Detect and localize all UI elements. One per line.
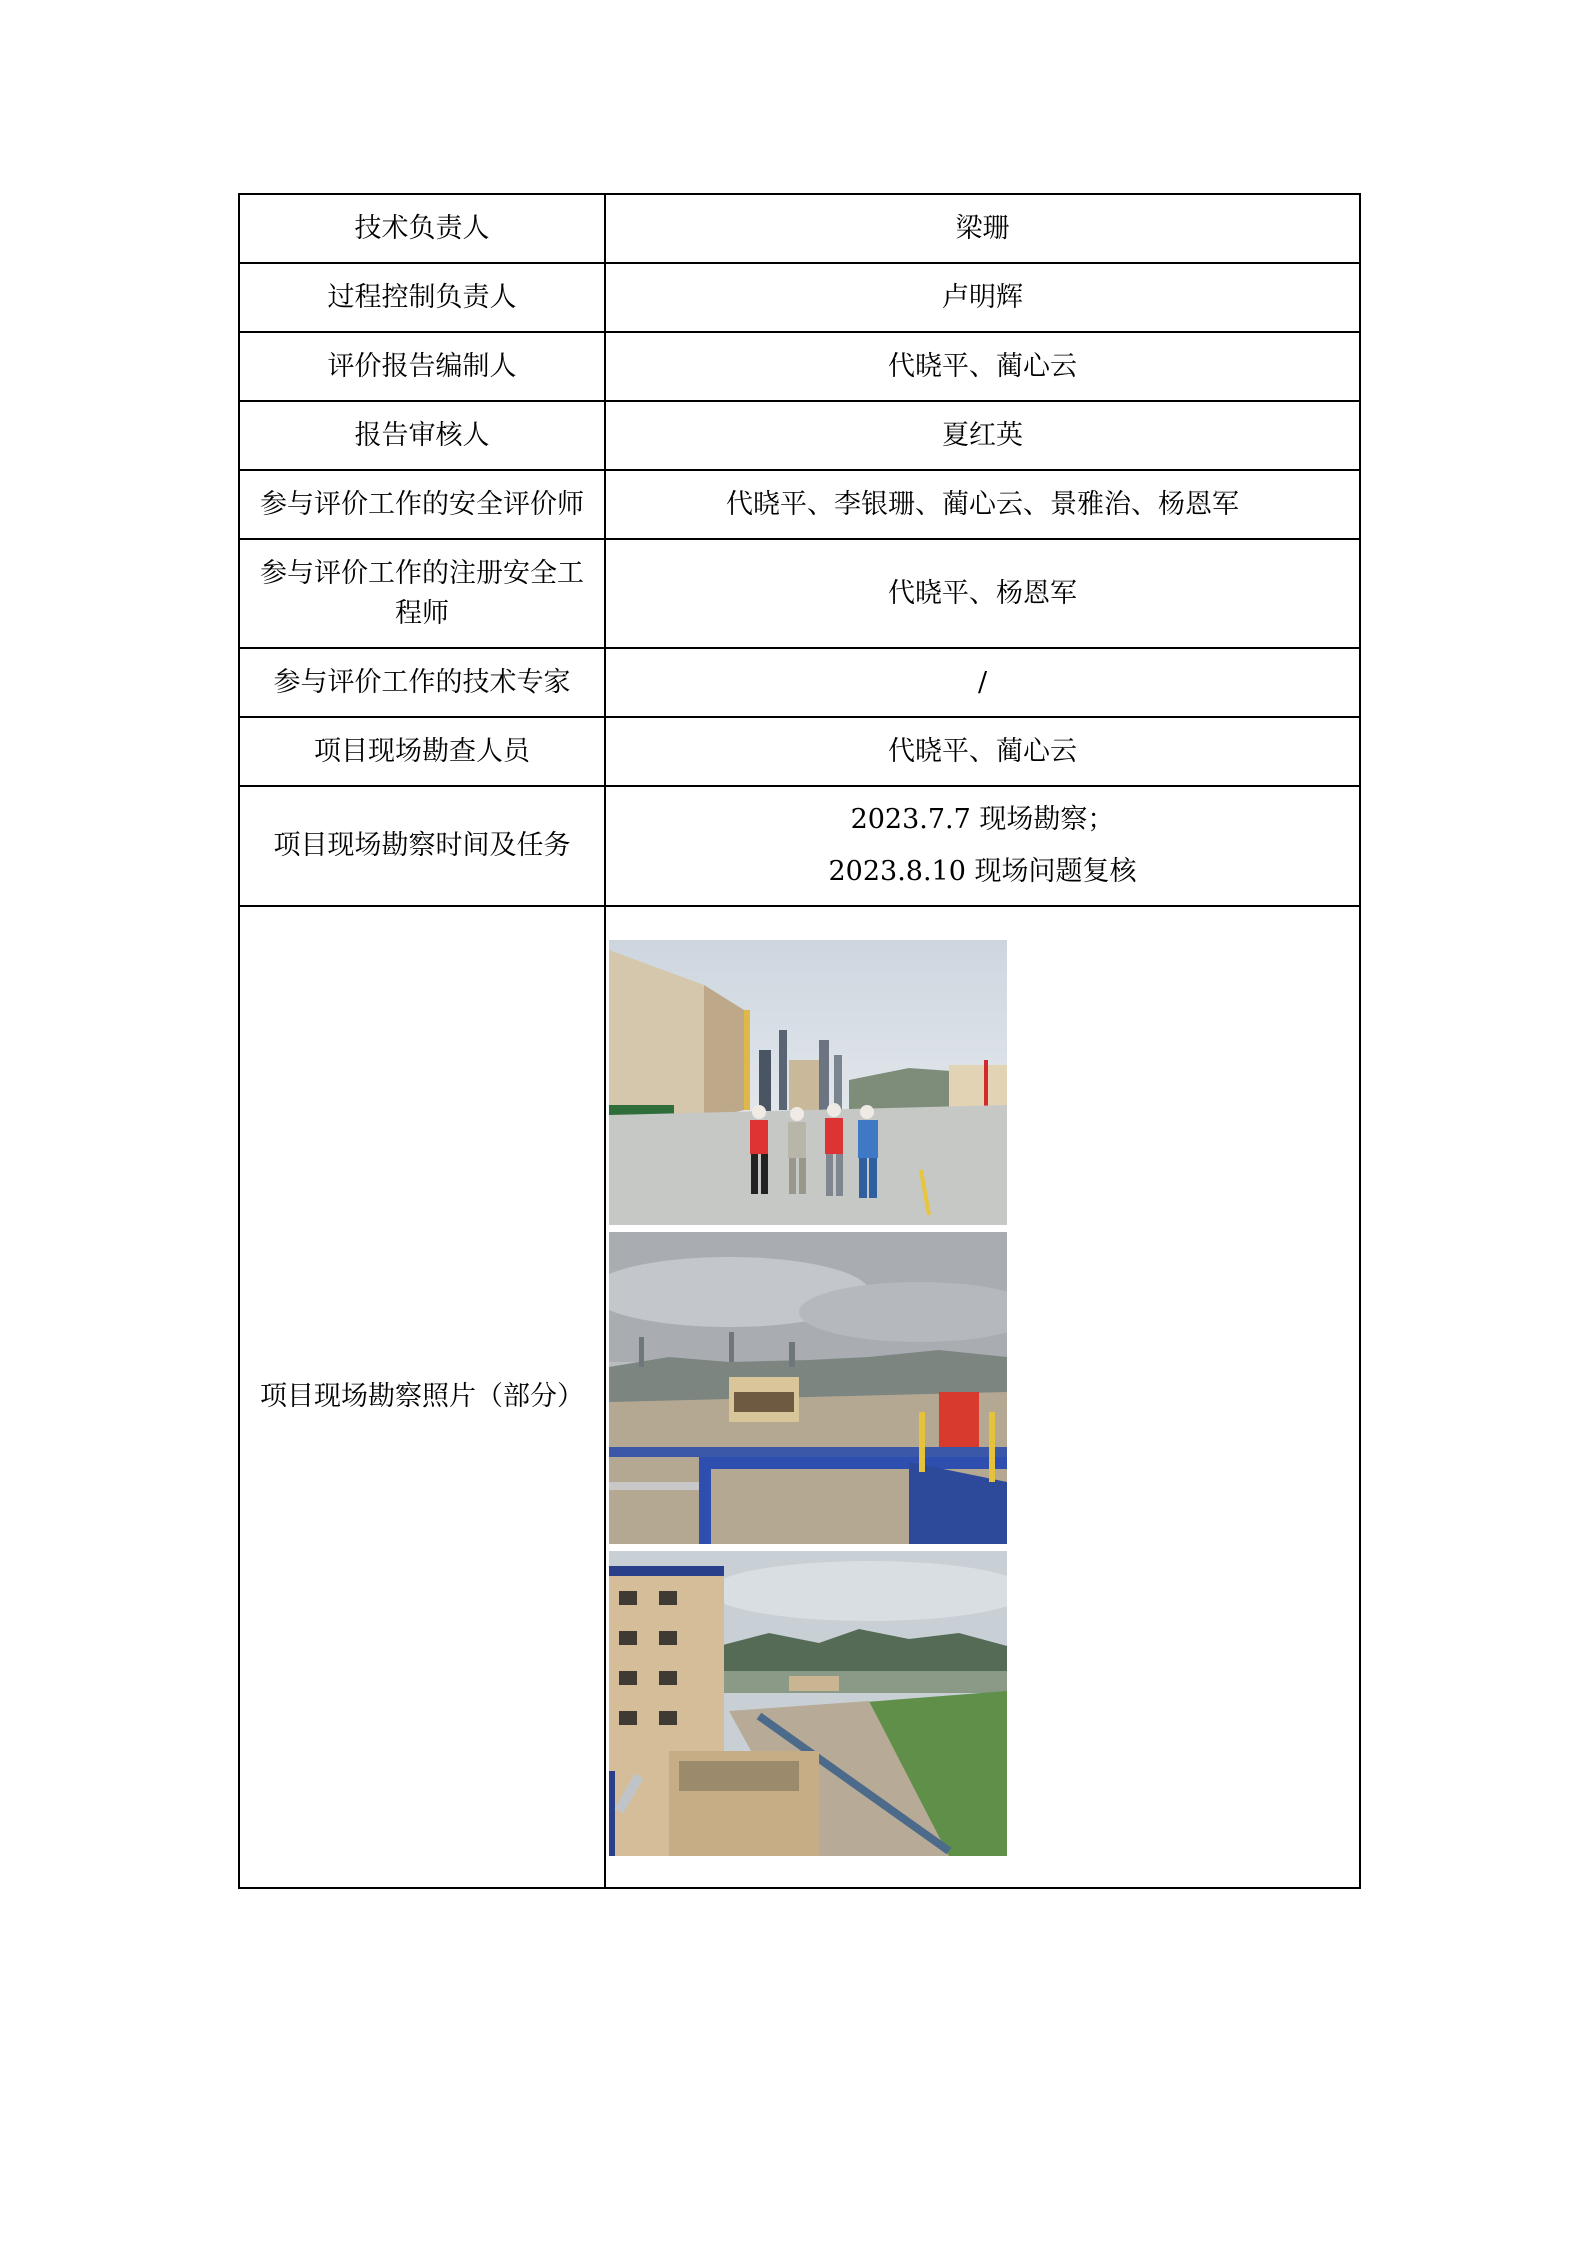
table-row [239, 332, 1360, 401]
row-label: 报告审核人 [239, 401, 605, 470]
row-value: 夏红英 [605, 401, 1360, 470]
row-label: 评价报告编制人 [239, 332, 605, 401]
row-value: 代晓平、蔺心云 [605, 717, 1360, 786]
table-row [239, 470, 1360, 539]
survey-date-line2: 2023.8.10 现场问题复核 [828, 856, 1137, 887]
row-value: 代晓平、李银珊、蔺心云、景雅治、杨恩军 [605, 470, 1360, 539]
row-label-line2: 程师 [395, 597, 449, 629]
row-label: 项目现场勘察时间及任务 [239, 786, 605, 906]
survey-date-line1: 2023.7.7 现场勘察； [850, 804, 1115, 835]
row-label: 项目现场勘查人员 [239, 717, 605, 786]
table-row [239, 401, 1360, 470]
table-row [239, 648, 1360, 717]
personnel-table [238, 193, 1361, 1889]
table-row [239, 906, 1360, 1888]
photo-cell [605, 906, 1360, 1888]
table-row [239, 786, 1360, 906]
row-label: 技术负责人 [239, 194, 605, 263]
row-value: 代晓平、蔺心云 [605, 332, 1360, 401]
row-label: 参与评价工作的技术专家 [239, 648, 605, 717]
table-row [239, 194, 1360, 263]
table-row [239, 539, 1360, 648]
row-label [239, 539, 605, 648]
row-label: 参与评价工作的安全评价师 [239, 470, 605, 539]
row-value: 代晓平、杨恩军 [605, 539, 1360, 648]
row-label-line1: 参与评价工作的注册安全工 [260, 557, 584, 589]
row-label: 过程控制负责人 [239, 263, 605, 332]
row-value: 梁珊 [605, 194, 1360, 263]
site-photo-platform [609, 1232, 1007, 1544]
row-value [605, 786, 1360, 906]
row-value: 卢明辉 [605, 263, 1360, 332]
site-photo-building [609, 1551, 1007, 1856]
row-label: 项目现场勘察照片（部分） [239, 906, 605, 1888]
site-photo-team [609, 940, 1007, 1225]
table-row [239, 263, 1360, 332]
table-row [239, 717, 1360, 786]
row-value: / [605, 648, 1360, 717]
